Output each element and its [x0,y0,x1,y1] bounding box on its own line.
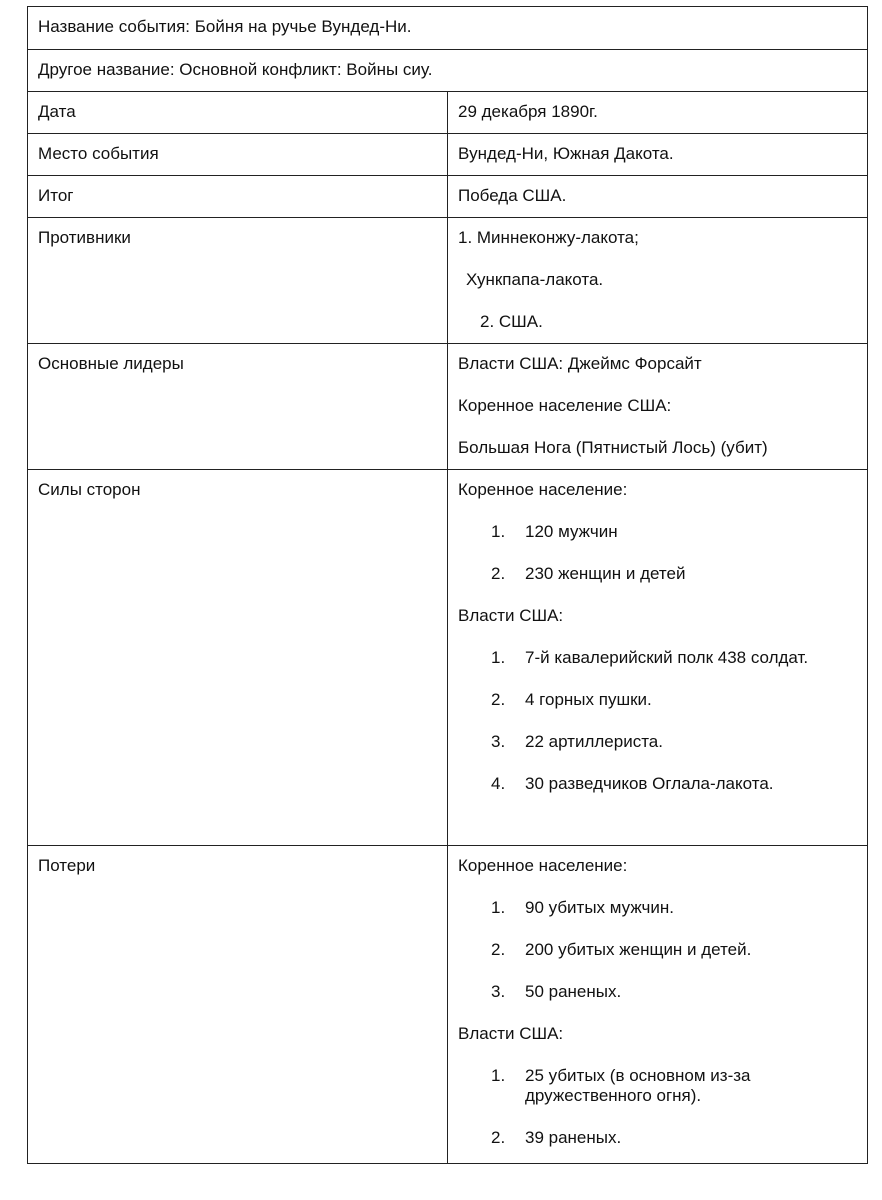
row-forces [28,470,868,846]
list-item [458,648,867,668]
losses-native-list [458,898,867,1002]
losses-us-heading: Власти США: [458,1024,564,1043]
leader-line: Коренное население США: [458,396,672,415]
leaders-label: Основные лидеры [38,354,184,373]
row-opponents [28,218,868,344]
cell-result-value [448,176,868,218]
opponents-label: Противники [38,228,131,247]
cell-result-label [28,176,448,218]
leader-line: Власти США: Джеймс Форсайт [458,354,702,373]
list-item [458,940,867,960]
forces-label: Силы сторон [38,480,141,499]
cell-other-name [28,50,868,92]
list-item-text: 25 убитых (в основном из-за дружественного огня). [525,1066,751,1105]
list-item [458,522,867,542]
list-item-text: 4 горных пушки. [525,690,652,709]
list-item-text: 30 разведчиков Оглала-лакота. [525,774,774,793]
list-number: 3. [491,732,506,751]
row-leaders [28,344,868,470]
date-value: 29 декабря 1890г. [458,102,598,121]
cell-forces-value [448,470,868,846]
cell-opponents-value [448,218,868,344]
forces-native-heading: Коренное население: [458,480,628,499]
list-item [458,898,867,918]
cell-forces-label [28,470,448,846]
list-number: 1. [491,648,506,667]
list-item-text: 120 мужчин [525,522,618,541]
list-item [458,690,867,710]
list-number: 1. [491,522,506,541]
list-item [458,774,867,794]
row-place [28,134,868,176]
row-result [28,176,868,218]
cell-losses-label [28,846,448,1164]
cell-place-value [448,134,868,176]
other-name: Другое название: Основной конфликт: Войны сиу. [38,60,433,79]
result-value: Победа США. [458,186,567,205]
cell-losses-value [448,846,868,1164]
opponent-line: Хункпапа-лакота. [466,270,604,289]
list-number: 4. [491,774,506,793]
cell-date-value [448,92,868,134]
event-table [27,6,868,1164]
row-losses [28,846,868,1164]
list-number: 3. [491,982,506,1001]
list-item-text: 7-й кавалерийский полк 438 солдат. [525,648,809,667]
cell-date-label [28,92,448,134]
list-item-text: 22 артиллериста. [525,732,663,751]
forces-us-heading: Власти США: [458,606,564,625]
cell-leaders-label [28,344,448,470]
cell-place-label [28,134,448,176]
list-item-text: 230 женщин и детей [525,564,686,583]
event-title: Название события: Бойня на ручье Вундед-Ни. [38,17,412,36]
list-number: 1. [491,898,506,917]
place-value: Вундед-Ни, Южная Дакота. [458,144,674,163]
place-label: Место события [38,144,159,163]
list-number: 2. [491,940,506,959]
list-item-text: 90 убитых мужчин. [525,898,674,917]
list-number: 2. [491,690,506,709]
row-title [28,7,868,50]
row-date [28,92,868,134]
list-item-text: 39 раненых. [525,1128,622,1147]
losses-label: Потери [38,856,96,875]
leader-line: Большая Нога (Пятнистый Лось) (убит) [458,438,768,457]
forces-us-list [458,648,867,794]
date-label: Дата [38,102,76,121]
list-item-text: 50 раненых. [525,982,622,1001]
list-item [458,732,867,752]
list-item [458,564,867,584]
cell-opponents-label [28,218,448,344]
losses-native-heading: Коренное население: [458,856,628,875]
opponent-line: 2. США. [480,312,543,331]
list-item [458,1128,867,1148]
list-item [458,982,867,1002]
result-label: Итог [38,186,74,205]
row-other-name [28,50,868,92]
list-number: 2. [491,564,506,583]
forces-native-list [458,522,867,584]
cell-leaders-value [448,344,868,470]
list-item-text: 200 убитых женщин и детей. [525,940,752,959]
list-number: 1. [491,1066,506,1085]
cell-title [28,7,868,50]
list-number: 2. [491,1128,506,1147]
list-item [458,1066,867,1106]
opponent-line: 1. Миннеконжу-лакота; [458,228,639,247]
losses-us-list [458,1066,867,1148]
